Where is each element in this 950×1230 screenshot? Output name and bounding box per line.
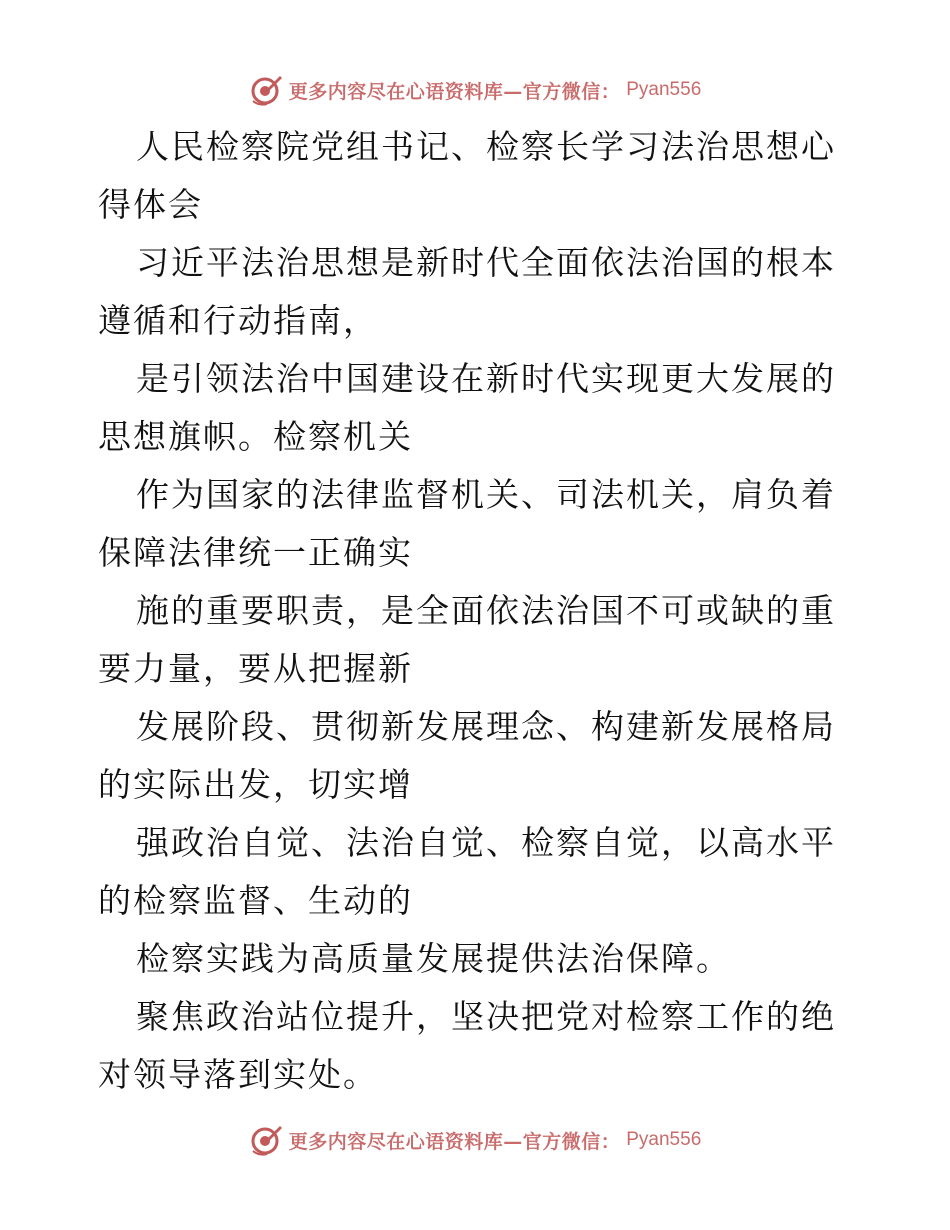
paragraph: 发展阶段、贯彻新发展理念、构建新发展格局的实际出发，切实增	[98, 707, 836, 804]
paragraph: 施的重要职责，是全面依法治国不可或缺的重要力量，要从把握新	[98, 591, 836, 688]
document-body	[98, 118, 858, 1104]
paragraph: 聚焦政治站位提升，坚决把党对检察工作的绝对领导落到实处。	[98, 997, 836, 1094]
pen-logo-icon	[249, 1123, 283, 1157]
paragraph: 检察实践为高质量发展提供法治保障。	[136, 939, 731, 978]
paragraph-title: 人民检察院党组书记、检察长学习法治思想心得体会	[98, 127, 836, 224]
watermark-id: Pyan556	[626, 1129, 702, 1150]
watermark-text: 更多内容尽在心语资料库—官方微信：	[288, 1130, 621, 1153]
watermark-id: Pyan556	[626, 79, 702, 100]
paragraph: 强政治自觉、法治自觉、检察自觉，以高水平的检察监督、生动的	[98, 823, 836, 920]
watermark-text: 更多内容尽在心语资料库—官方微信：	[288, 80, 621, 103]
paragraph: 作为国家的法律监督机关、司法机关，肩负着保障法律统一正确实	[98, 475, 836, 572]
paragraph: 是引领法治中国建设在新时代实现更大发展的思想旗帜。检察机关	[98, 359, 836, 456]
pen-logo-icon	[249, 73, 283, 107]
paragraph: 习近平法治思想是新时代全面依法治国的根本遵循和行动指南，	[98, 243, 836, 340]
footer-watermark	[0, 1120, 950, 1160]
header-watermark	[0, 70, 950, 110]
